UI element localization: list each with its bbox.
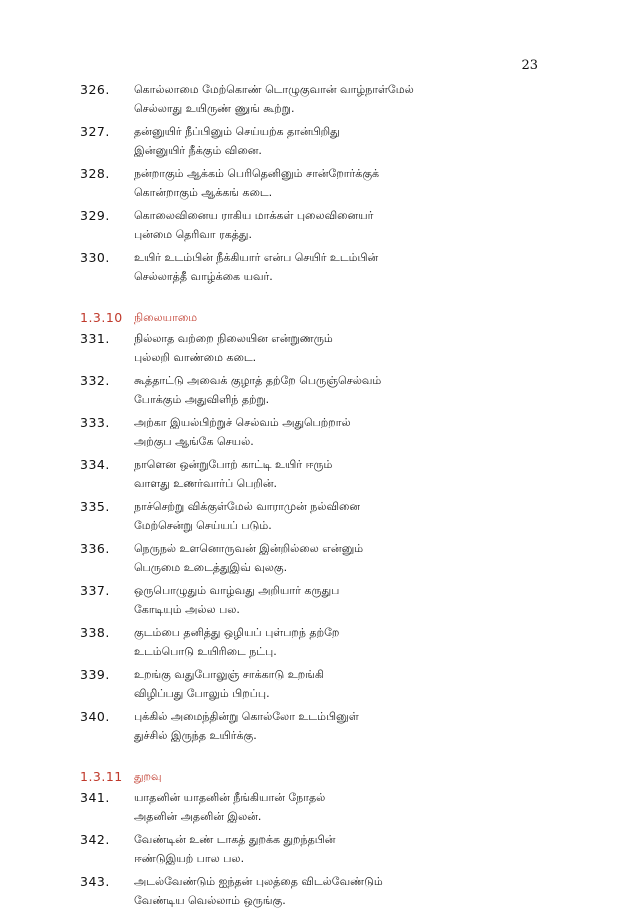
verse: [80, 371, 560, 409]
verse-text: [134, 371, 560, 409]
verse-text: [134, 665, 560, 703]
verse-line-2: செல்லாத்தீ வாழ்க்கை யவர்.: [134, 270, 273, 283]
verse-number: 342.: [80, 832, 110, 847]
section-kollamai: [80, 80, 560, 286]
verse-number: 336.: [80, 541, 110, 556]
verse-line-2: கோடியும் அல்ல பல.: [134, 603, 240, 616]
verse-number: 338.: [80, 625, 110, 640]
verse-line-1: நாச்செற்று விக்குள்மேல் வாராமுன் நல்வினை: [134, 500, 361, 513]
page-number: 23: [521, 58, 538, 73]
verse-text: [134, 872, 560, 910]
verse-number: 343.: [80, 874, 110, 889]
verse: [80, 413, 560, 451]
verse-line-1: நெருநல் உளனொருவன் இன்றில்லை என்னும்: [134, 542, 364, 555]
document-body: [80, 80, 560, 914]
verse-line-2: அற்குப ஆங்கே செயல்.: [134, 435, 254, 448]
verse: [80, 623, 560, 661]
verse-number: 330.: [80, 250, 110, 265]
verse-number: 333.: [80, 415, 110, 430]
verse-line-2: துச்சில் இருந்த உயிர்க்கு.: [134, 729, 257, 742]
verse-line-2: புன்மை தெரிவா ரகத்து.: [134, 228, 252, 241]
verse-text: [134, 707, 560, 745]
verse: [80, 788, 560, 826]
verse: [80, 707, 560, 745]
verse: [80, 455, 560, 493]
verse-line-2: கொன்றாகும் ஆக்கங் கடை.: [134, 186, 273, 199]
verse-text: [134, 581, 560, 619]
verse-line-1: கொலைவினைய ராகிய மாக்கள் புலைவினையர்: [134, 209, 374, 222]
verse-line-1: யாதனின் யாதனின் நீங்கியான் நோதல்: [134, 791, 326, 804]
verse: [80, 497, 560, 535]
verse-number: 335.: [80, 499, 110, 514]
verse-line-1: வேண்டின் உண் டாகத் துறக்க துறந்தபின்: [134, 833, 336, 846]
verse: [80, 872, 560, 910]
verse-line-2: மேற்சென்று செய்யப் படும்.: [134, 519, 272, 532]
verse-text: [134, 248, 560, 286]
verse-line-2: அதனின் அதனின் இலன்.: [134, 810, 262, 823]
verse-number: 341.: [80, 790, 110, 805]
verse-line-1: கூத்தாட்டு அவைக் குழாத் தற்றே பெருஞ்செல்வம்: [134, 374, 382, 387]
verse-line-1: உயிர் உடம்பின் நீக்கியார் என்ப செயிர் உடம்பின்: [134, 251, 379, 264]
verse-line-2: உடம்பொடு உயிரிடை நட்பு.: [134, 645, 277, 658]
verse: [80, 539, 560, 577]
verse-line-1: நாளென ஒன்றுபோற் காட்டி உயிர் ஈரும்: [134, 458, 333, 471]
verse-number: 339.: [80, 667, 110, 682]
verse-line-1: கொல்லாமை மேற்கொண் டொழுகுவான் வாழ்நாள்மேல்: [134, 83, 414, 96]
verse-line-2: இன்னுயிர் நீக்கும் வினை.: [134, 144, 262, 157]
verse-number: 326.: [80, 82, 110, 97]
verse-text: [134, 164, 560, 202]
verse-number: 328.: [80, 166, 110, 181]
verse-line-2: விழிப்பது போலும் பிறப்பு.: [134, 687, 270, 700]
verse: [80, 80, 560, 118]
verse-line-2: புல்லறி வாண்மை கடை.: [134, 351, 257, 364]
section-nilaiyamai: [80, 308, 560, 745]
section-title: நிலையாமை: [134, 311, 198, 324]
verse-line-2: பெருமை உடைத்துஇவ் வுலகு.: [134, 561, 288, 574]
verse-number: 329.: [80, 208, 110, 223]
section-heading: [80, 308, 560, 327]
verse: [80, 830, 560, 868]
verse-number: 327.: [80, 124, 110, 139]
verse: [80, 164, 560, 202]
verse-line-1: ஒருபொழுதும் வாழ்வது அறியார் கருதுப: [134, 584, 340, 597]
verse-number: 337.: [80, 583, 110, 598]
verse-line-1: அடல்வேண்டும் ஐந்தன் புலத்தை விடல்வேண்டும்: [134, 875, 383, 888]
verse-line-2: செல்லாது உயிருண் ணுங் கூற்று.: [134, 102, 295, 115]
verse-text: [134, 497, 560, 535]
section-thuravu: [80, 767, 560, 910]
verse-text: [134, 788, 560, 826]
section-heading: [80, 767, 560, 786]
verse-number: 332.: [80, 373, 110, 388]
verse: [80, 206, 560, 244]
verse-line-2: போக்கும் அதுவிளிந் தற்று.: [134, 393, 270, 406]
verse: [80, 122, 560, 160]
verse: [80, 581, 560, 619]
verse-text: [134, 80, 560, 118]
verse-line-1: நன்றாகும் ஆக்கம் பெரிதெனினும் சான்றோர்க்குக்: [134, 167, 380, 180]
verse-text: [134, 455, 560, 493]
section-number: 1.3.10: [80, 310, 123, 325]
verse: [80, 329, 560, 367]
verse-text: [134, 830, 560, 868]
verse-line-1: உறங்கு வதுபோலுஞ் சாக்காடு உறங்கி: [134, 668, 324, 681]
verse-text: [134, 206, 560, 244]
section-title: துறவு: [134, 770, 162, 783]
verse-number: 340.: [80, 709, 110, 724]
verse-text: [134, 539, 560, 577]
verse-line-1: குடம்பை தனித்து ஒழியப் புள்பறந் தற்றே: [134, 626, 340, 639]
verse-text: [134, 122, 560, 160]
verse-text: [134, 329, 560, 367]
verse-line-2: வேண்டிய வெல்லாம் ஒருங்கு.: [134, 894, 286, 907]
verse-line-1: நில்லாத வற்றை நிலையின என்றுணரும்: [134, 332, 333, 345]
verse-line-1: புக்கில் அமைந்தின்று கொல்லோ உடம்பினுள்: [134, 710, 359, 723]
section-number: 1.3.11: [80, 769, 123, 784]
verse-line-2: வாளது உணர்வார்ப் பெறின்.: [134, 477, 278, 490]
verse: [80, 248, 560, 286]
verse-text: [134, 623, 560, 661]
verse-line-2: ஈண்டுஇயற் பால பல.: [134, 852, 245, 865]
verse-line-1: அற்கா இயல்பிற்றுச் செல்வம் அதுபெற்றால்: [134, 416, 351, 429]
verse-number: 331.: [80, 331, 110, 346]
verse-text: [134, 413, 560, 451]
verse-number: 334.: [80, 457, 110, 472]
verse: [80, 665, 560, 703]
verse-line-1: தன்னுயிர் நீப்பினும் செய்யற்க தான்பிறிது: [134, 125, 340, 138]
